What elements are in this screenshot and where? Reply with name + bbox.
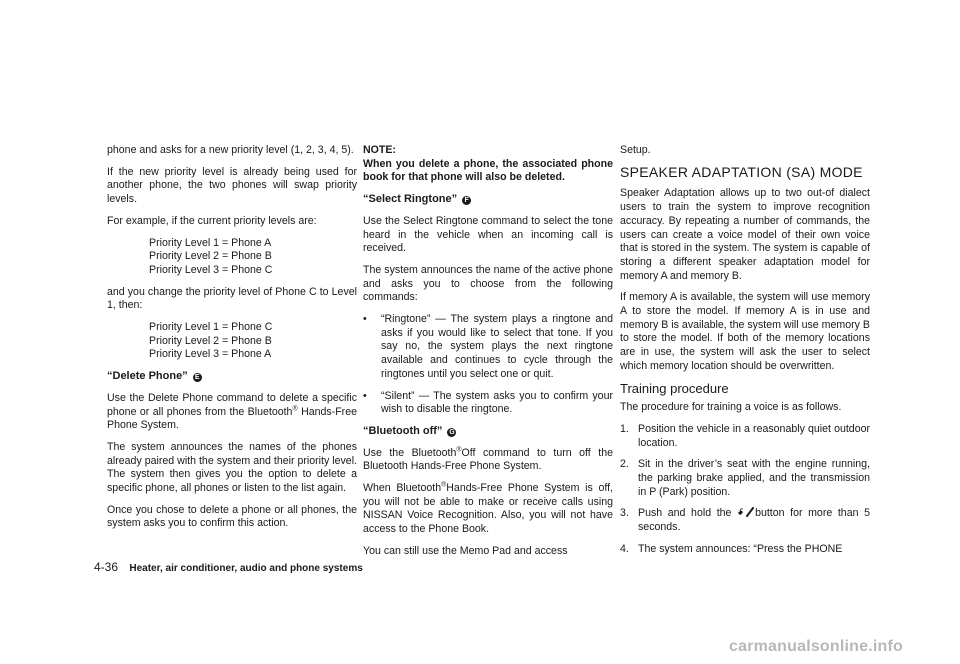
- paragraph: phone and asks for a new priority level (1, 2, 3, 4, 5).: [107, 144, 354, 156]
- list-item: Priority Level 1 = Phone C: [149, 321, 273, 334]
- bullet-dot: •: [363, 313, 367, 326]
- section-title: Heater, air conditioner, audio and phone systems: [129, 563, 363, 574]
- step-number: 3.: [620, 507, 629, 520]
- step-number: 1.: [620, 422, 629, 435]
- step-number: 4.: [620, 542, 629, 555]
- text: Hands-Free Phone System.: [107, 405, 357, 432]
- registered-mark: ®: [441, 481, 447, 489]
- step-text: Sit in the driver’s seat with the engine running, the parking brake applied, and the transmission in P (Park) position.: [638, 458, 870, 498]
- list-item: [620, 543, 870, 557]
- list-item: Priority Level 3 = Phone C: [149, 263, 273, 276]
- heading-bluetooth-off: [363, 425, 613, 439]
- column-middle: [363, 144, 613, 567]
- step-text: Position the vehicle in a reasonably quiet outdoor location.: [638, 422, 870, 449]
- callout-badge-f: F: [462, 196, 471, 205]
- text: Off command to turn off the Bluetooth Hands-Free Phone System.: [363, 446, 613, 473]
- bullet-text: “Silent” — The system asks you to confirm your wish to disable the ringtone.: [381, 389, 613, 416]
- list-item: [363, 313, 613, 382]
- list-item: Priority Level 2 = Phone B: [149, 334, 272, 347]
- list-item: Priority Level 1 = Phone A: [149, 236, 272, 249]
- watermark: carmanualsonline.info: [729, 638, 904, 655]
- priority-list-before: [107, 237, 357, 278]
- paragraph: [363, 482, 613, 537]
- paragraph: If memory A is available, the system will use memory A to store the model. If memory A is in use and memory B is available, the system will use memory B to store the model. If both of the memory locations are in use, the system will ask the user to select which memory location should be overwritten.: [620, 291, 870, 372]
- list-item: [620, 423, 870, 450]
- heading-select-ringtone: [363, 193, 613, 207]
- priority-list-after: [107, 321, 357, 362]
- text: Use the Bluetooth: [363, 446, 457, 459]
- phone-talk-icon: [737, 507, 755, 517]
- paragraph: and you change the priority level of Phone C to Level 1, then:: [107, 285, 357, 312]
- note-label: NOTE:: [363, 144, 396, 156]
- paragraph: The procedure for training a voice is as follows.: [620, 401, 842, 414]
- paragraph: [107, 392, 357, 433]
- page-footer: [94, 560, 363, 574]
- column-left: [107, 144, 357, 539]
- paragraph: If the new priority level is already being used for another phone, the two phones will swap priority levels.: [107, 165, 357, 206]
- paragraph: Use the Select Ringtone command to select the tone heard in the vehicle when an incoming call is received.: [363, 214, 613, 255]
- registered-mark: ®: [456, 446, 462, 454]
- callout-badge-e: E: [193, 373, 202, 382]
- list-item: [620, 507, 870, 534]
- paragraph: You can still use the Memo Pad and access: [363, 544, 568, 557]
- heading-text: “Bluetooth off”: [363, 424, 443, 437]
- paragraph: [363, 447, 613, 474]
- paragraph: Speaker Adaptation allows up to two out-of dialect users to train the system to improve recognition accuracy. By repeating a number of commands, the users can create a voice model of their own voice that is stored in the system. The system is capable of storing a different speaker adaptation model for memory A and memory B.: [620, 187, 870, 282]
- list-item: Priority Level 2 = Phone B: [149, 250, 272, 263]
- heading-text: “Select Ringtone”: [363, 193, 458, 206]
- heading-text: “Delete Phone”: [107, 370, 188, 383]
- bullet-text: “Ringtone” — The system plays a ringtone and asks if you would like to select that tone. If you say no, the system plays the next ringtone available and continues to cycle through the ringtones until you select one or quit.: [381, 313, 613, 380]
- step-number: 2.: [620, 458, 629, 471]
- text: When Bluetooth: [363, 482, 442, 495]
- paragraph: Setup.: [620, 144, 651, 156]
- paragraph: The system announces the names of the phones already paired with the system and their priority level. The system then gives you the option to delete a specific phone, all phones or listen to the list again.: [107, 440, 357, 495]
- list-item: [363, 390, 613, 417]
- text: Hands-Free Phone System is off, you will not be able to make or receive calls using NISSAN Voice Recognition. Also, you will not have access to the Phone Book.: [363, 482, 613, 536]
- step-text: button for more than 5 seconds.: [638, 507, 870, 534]
- page-number: 4-36: [94, 560, 119, 574]
- text: Use the Delete Phone command to delete a specific phone or all phones from the Bluetooth: [107, 391, 357, 418]
- list-item: Priority Level 3 = Phone A: [149, 348, 272, 361]
- paragraph: Once you chose to delete a phone or all phones, the system asks you to confirm this action.: [107, 503, 357, 530]
- callout-badge-g: G: [449, 428, 455, 436]
- heading-training-procedure: Training procedure: [620, 380, 729, 396]
- step-text: The system announces: “Press the PHONE: [638, 542, 843, 555]
- registered-mark: ®: [292, 405, 298, 413]
- list-item: [620, 458, 870, 499]
- step-text: Push and hold the: [638, 507, 732, 520]
- heading-speaker-adaptation: SPEAKER ADAPTATION (SA) MODE: [620, 163, 863, 180]
- bullet-dot: •: [363, 389, 367, 402]
- paragraph: The system announces the name of the active phone and asks you to choose from the following commands:: [363, 263, 613, 304]
- note-text: When you delete a phone, the associated phone book for that phone will also be deleted.: [363, 157, 613, 184]
- paragraph: For example, if the current priority levels are:: [107, 214, 317, 227]
- heading-delete-phone: [107, 370, 357, 384]
- column-right: [620, 144, 870, 565]
